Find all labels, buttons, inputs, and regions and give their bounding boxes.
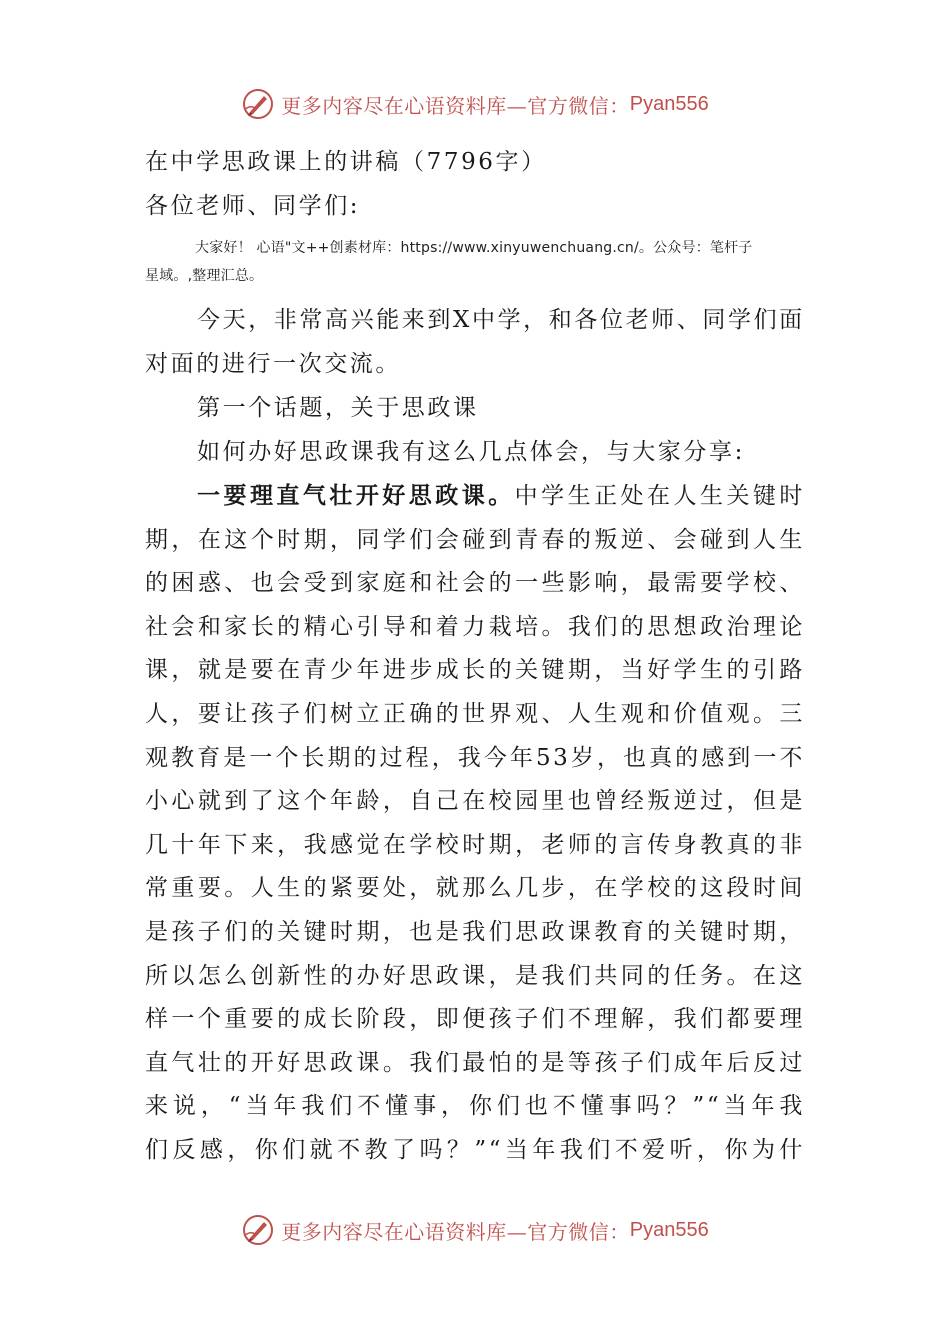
footer-banner bbox=[0, 1210, 950, 1250]
banner-wechat-id: Pyan556 bbox=[629, 92, 709, 115]
paragraph-line: 社会和家长的精心引导和着力栽培。我们的思想政治理论 bbox=[145, 613, 805, 640]
paragraph-line: 所以怎么创新性的办好思政课，是我们共同的任务。在这 bbox=[145, 962, 805, 989]
paragraph-line: 课，就是要在青少年进步成长的关键期，当好学生的引路 bbox=[145, 657, 805, 684]
note-line: 大家好！ 心语"文++创素材库：https://www.xinyuwenchuang.cn/。公众号：笔杆子 bbox=[195, 240, 753, 256]
paragraph-line: 的困惑、也会受到家庭和社会的一些影响，最需要学校、 bbox=[145, 570, 805, 597]
paragraph-line: 观教育是一个长期的过程，我今年53岁，也真的感到一不 bbox=[145, 744, 805, 771]
paragraph-line: 几十年下来，我感觉在学校时期，老师的言传身教真的非 bbox=[145, 831, 805, 858]
point1-heading: 一要理直气壮开好思政课。 bbox=[197, 482, 515, 509]
intro-line: 如何办好思政课我有这么几点体会，与大家分享: bbox=[197, 439, 745, 465]
paragraph-line: 样一个重要的成长阶段，即便孩子们不理解，我们都要理 bbox=[145, 1006, 805, 1033]
paragraph-line: 直气壮的开好思政课。我们最怕的是等孩子们成年后反过 bbox=[145, 1049, 805, 1076]
pen-in-circle-icon bbox=[241, 1213, 275, 1247]
banner-text: 更多内容尽在心语资料库—官方微信： bbox=[281, 93, 630, 118]
paragraph-line: 是孩子们的关键时期，也是我们思政课教育的关键时期， bbox=[145, 918, 805, 945]
paragraph-line: 今天，非常高兴能来到X中学，和各位老师、同学们面 bbox=[197, 307, 805, 333]
document-title: 在中学思政课上的讲稿（7796字） bbox=[145, 149, 547, 175]
point1-paragraph bbox=[145, 474, 805, 1173]
paragraph-line: 小心就到了这个年龄，自己在校园里也曾经叛逆过，但是 bbox=[145, 788, 805, 815]
paragraph-line: 们反感，你们就不教了吗？”“当年我们不爱听，你为什 bbox=[145, 1136, 805, 1163]
paragraph-line: 常重要。人生的紧要处，就那么几步，在学校的这段时间 bbox=[145, 875, 805, 902]
header-banner bbox=[0, 84, 950, 124]
paragraph-line: 期，在这个时期，同学们会碰到青春的叛逆、会碰到人生 bbox=[145, 526, 805, 553]
paragraph-line: 对面的进行一次交流。 bbox=[145, 351, 401, 377]
paragraph-line: 一要理直气壮开好思政课。中学生正处在人生关键时 bbox=[197, 482, 805, 509]
salutation: 各位老师、同学们: bbox=[145, 193, 361, 219]
section-heading: 第一个话题，关于思政课 bbox=[197, 395, 479, 421]
banner-text: 更多内容尽在心语资料库—官方微信： bbox=[281, 1219, 630, 1244]
document-body bbox=[145, 140, 805, 1173]
paragraph-line: 人，要让孩子们树立正确的世界观、人生观和价值观。三 bbox=[145, 700, 805, 727]
pen-in-circle-icon bbox=[241, 87, 275, 121]
paragraph-line: 来说，“当年我们不懂事，你们也不懂事吗？”“当年我 bbox=[145, 1093, 805, 1120]
note-line: 星域。,整理汇总。 bbox=[145, 268, 264, 284]
banner-wechat-id: Pyan556 bbox=[629, 1218, 709, 1241]
